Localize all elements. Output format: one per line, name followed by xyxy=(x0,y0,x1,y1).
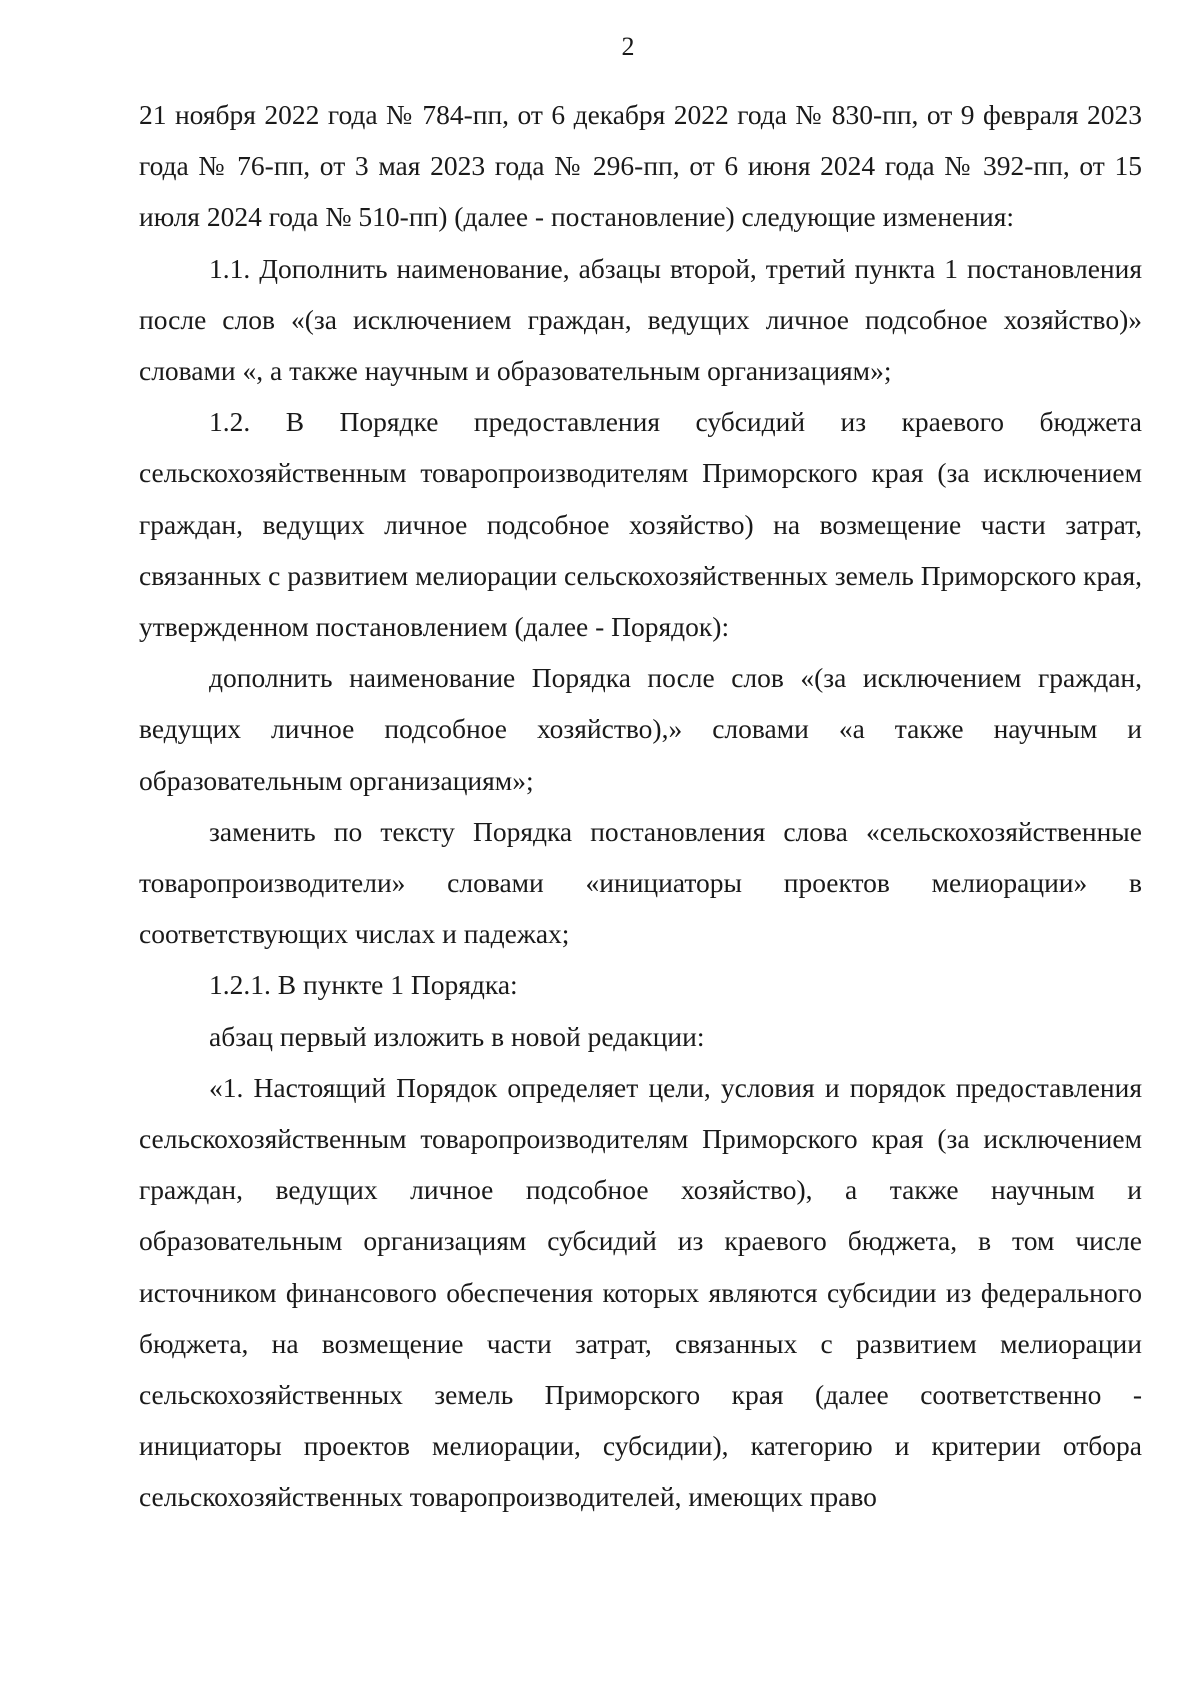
paragraph-item-1-2: 1.2. В Порядке предоставления субсидий из краевого бюджета сельскохозяйственным товаропроизводителям Приморского края (за исключением граждан, ведущих личное подсобное хозяйство) на возмещение части затрат, связанных с развитием мелиорации сельскохозяйственных земель Приморского края, утвержденном постановлением (далее - Порядок): xyxy=(139,406,1142,643)
paragraph-title-amendment: дополнить наименование Порядка после слов «(за исключением граждан, ведущих личное подсобное хозяйство),» словами «а также научным и образовательным организациям»; xyxy=(139,662,1142,796)
document-body xyxy=(139,89,1142,1523)
paragraph-new-wording-text: «1. Настоящий Порядок определяет цели, условия и порядок предоставления сельскохозяйственным товаропроизводителям Приморского края (за исключением граждан, ведущих личное подсобное хозяйство), а также научным и образовательным организациям субсидий из краевого бюджета, в том числе источником финансового обеспечения которых являются субсидии из федерального бюджета, на возмещение части затрат, связанных с развитием мелиорации сельскохозяйственных земель Приморского края (далее соответственно - инициаторы проектов мелиорации, субсидии), категорию и критерии отбора сельскохозяйственных товаропроизводителей, имеющих право xyxy=(139,1071,1142,1513)
paragraph-term-replacement: заменить по тексту Порядка постановления слова «сельскохозяйственные товаропроизводители» словами «инициаторы проектов мелиорации» в соответствующих числах и падежах; xyxy=(139,815,1142,950)
paragraph-new-wording-intro: абзац первый изложить в новой редакции: xyxy=(209,1020,705,1052)
paragraph-item-1-1: 1.1. Дополнить наименование, абзацы второй, третий пункта 1 постановления после слов «(за исключением граждан, ведущих личное подсобное хозяйство)» словами «, а также научным и образовательным организациям»; xyxy=(139,252,1142,387)
paragraph-continuation: 21 ноября 2022 года № 784-пп, от 6 декабря 2022 года № 830-пп, от 9 февраля 2023 года № 76-пп, от 3 мая 2023 года № 296-пп, от 6 июня 2024 года № 392-пп, от 15 июля 2024 года № 510-пп) (далее - постановление) следующие изменения: xyxy=(139,99,1142,233)
page-number: 2 xyxy=(621,32,635,61)
paragraph-item-1-2-1: 1.2.1. В пункте 1 Порядка: xyxy=(209,969,518,1001)
